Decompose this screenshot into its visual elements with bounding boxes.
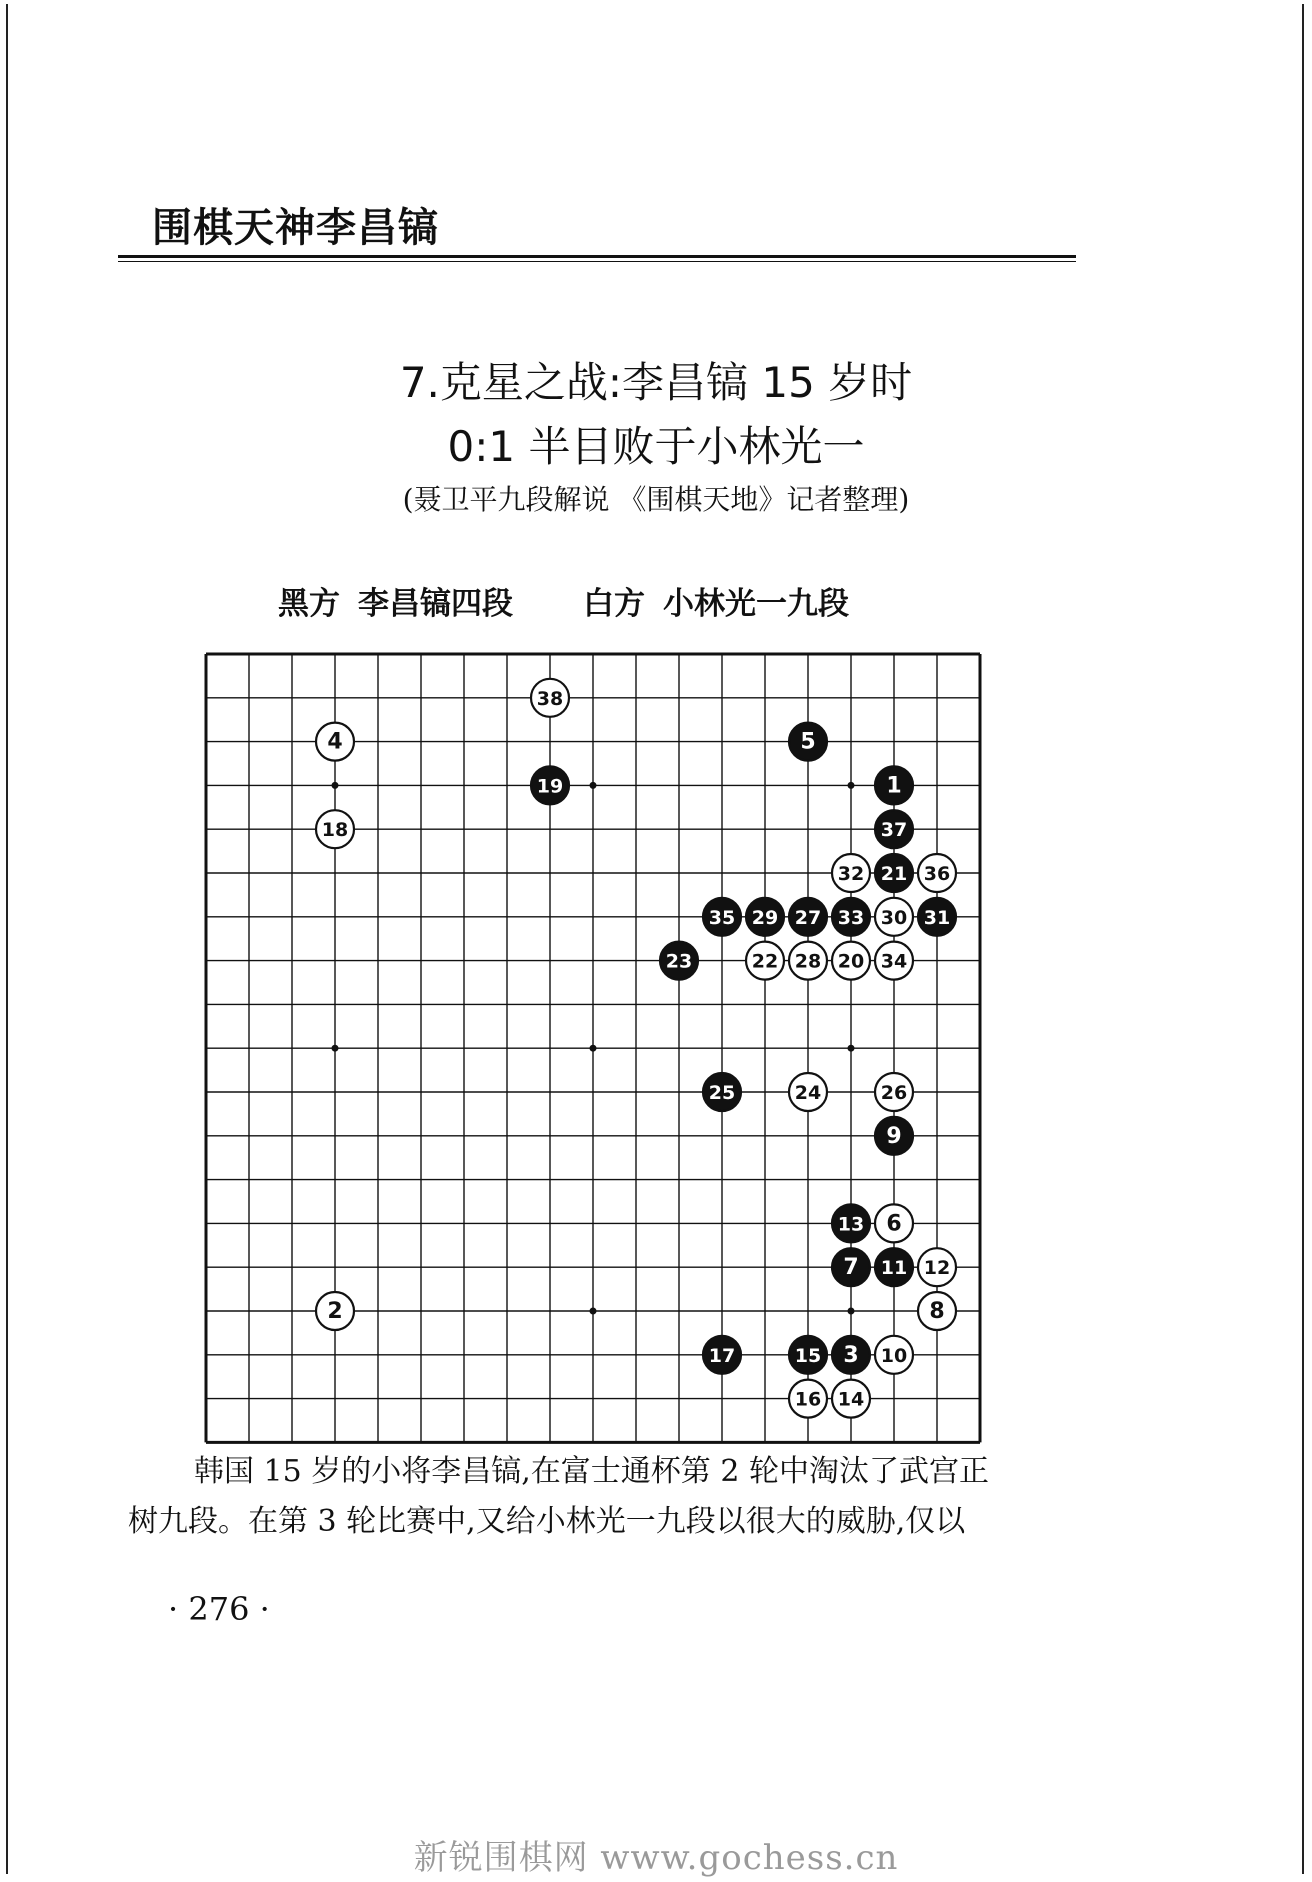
stone-move-number: 22 [751,950,779,973]
stone-move-number: 7 [843,1255,859,1281]
stone-move-number: 32 [837,863,865,885]
stone-move-number: 3 [843,1342,859,1368]
page-number: · 276 · [168,1590,270,1628]
star-point [590,782,597,789]
black-label: 黑方 [278,586,340,622]
stone-move-number: 18 [321,819,349,842]
stone-move-number: 31 [923,906,951,929]
stone-move-number: 34 [880,950,908,973]
paragraph-line-1: 韩国 15 岁的小将李昌镐,在富士通杯第 2 轮中淘汰了武宫正 [194,1454,989,1489]
stone-move-number: 17 [708,1344,736,1367]
star-point [848,782,855,789]
star-point [332,1045,339,1052]
running-head: 围棋天神李昌镐 [152,205,439,251]
stone-move-number: 36 [923,863,951,885]
stone-move-number: 25 [708,1082,736,1104]
stone-move-number: 33 [837,906,865,929]
stone-move-number: 30 [880,906,908,929]
stone-move-number: 15 [794,1344,822,1367]
chapter-title-line1: 7.克星之战:李昌镐 15 岁时 [399,358,913,407]
black-player: 李昌镐四段 [358,586,513,622]
stone-move-number: 14 [837,1388,865,1411]
stone-move-number: 21 [880,863,908,885]
star-point [848,1045,855,1052]
stone-move-number: 5 [800,729,816,755]
stone-move-number: 35 [708,906,736,929]
stone-move-number: 6 [886,1211,902,1237]
stone-move-number: 38 [536,687,564,710]
stone-move-number: 24 [794,1082,822,1104]
watermark: 新锐围棋网 www.gochess.cn [413,1838,899,1878]
chapter-title-line2: 0:1 半目败于小林光一 [447,422,865,471]
stone-move-number: 12 [923,1257,951,1280]
star-point [590,1308,597,1315]
stone-move-number: 29 [751,906,779,929]
stone-move-number: 1 [886,773,902,799]
stone-move-number: 4 [327,729,343,755]
stone-move-number: 37 [880,819,908,842]
stone-move-number: 19 [536,775,564,798]
stone-move-number: 27 [794,906,822,929]
stone-move-number: 26 [880,1082,908,1104]
stone-move-number: 8 [929,1299,945,1324]
stone-move-number: 2 [327,1299,343,1324]
stone-move-number: 13 [837,1213,865,1236]
star-point [332,782,339,789]
stone-move-number: 11 [880,1257,908,1280]
white-label: 白方 [583,586,645,622]
stone-move-number: 23 [665,950,693,973]
stone-move-number: 20 [837,950,865,973]
commentary-credit: (聂卫平九段解说 《围棋天地》记者整理) [402,483,910,516]
star-point [848,1308,855,1315]
stone-move-number: 16 [794,1388,822,1411]
white-player: 小林光一九段 [663,586,849,622]
stone-move-number: 28 [794,950,822,973]
paragraph-line-2: 树九段。在第 3 轮比赛中,又给小林光一九段以很大的威胁,仅以 [128,1504,966,1539]
star-point [590,1045,597,1052]
stone-move-number: 10 [880,1344,908,1367]
stone-move-number: 9 [886,1123,902,1149]
